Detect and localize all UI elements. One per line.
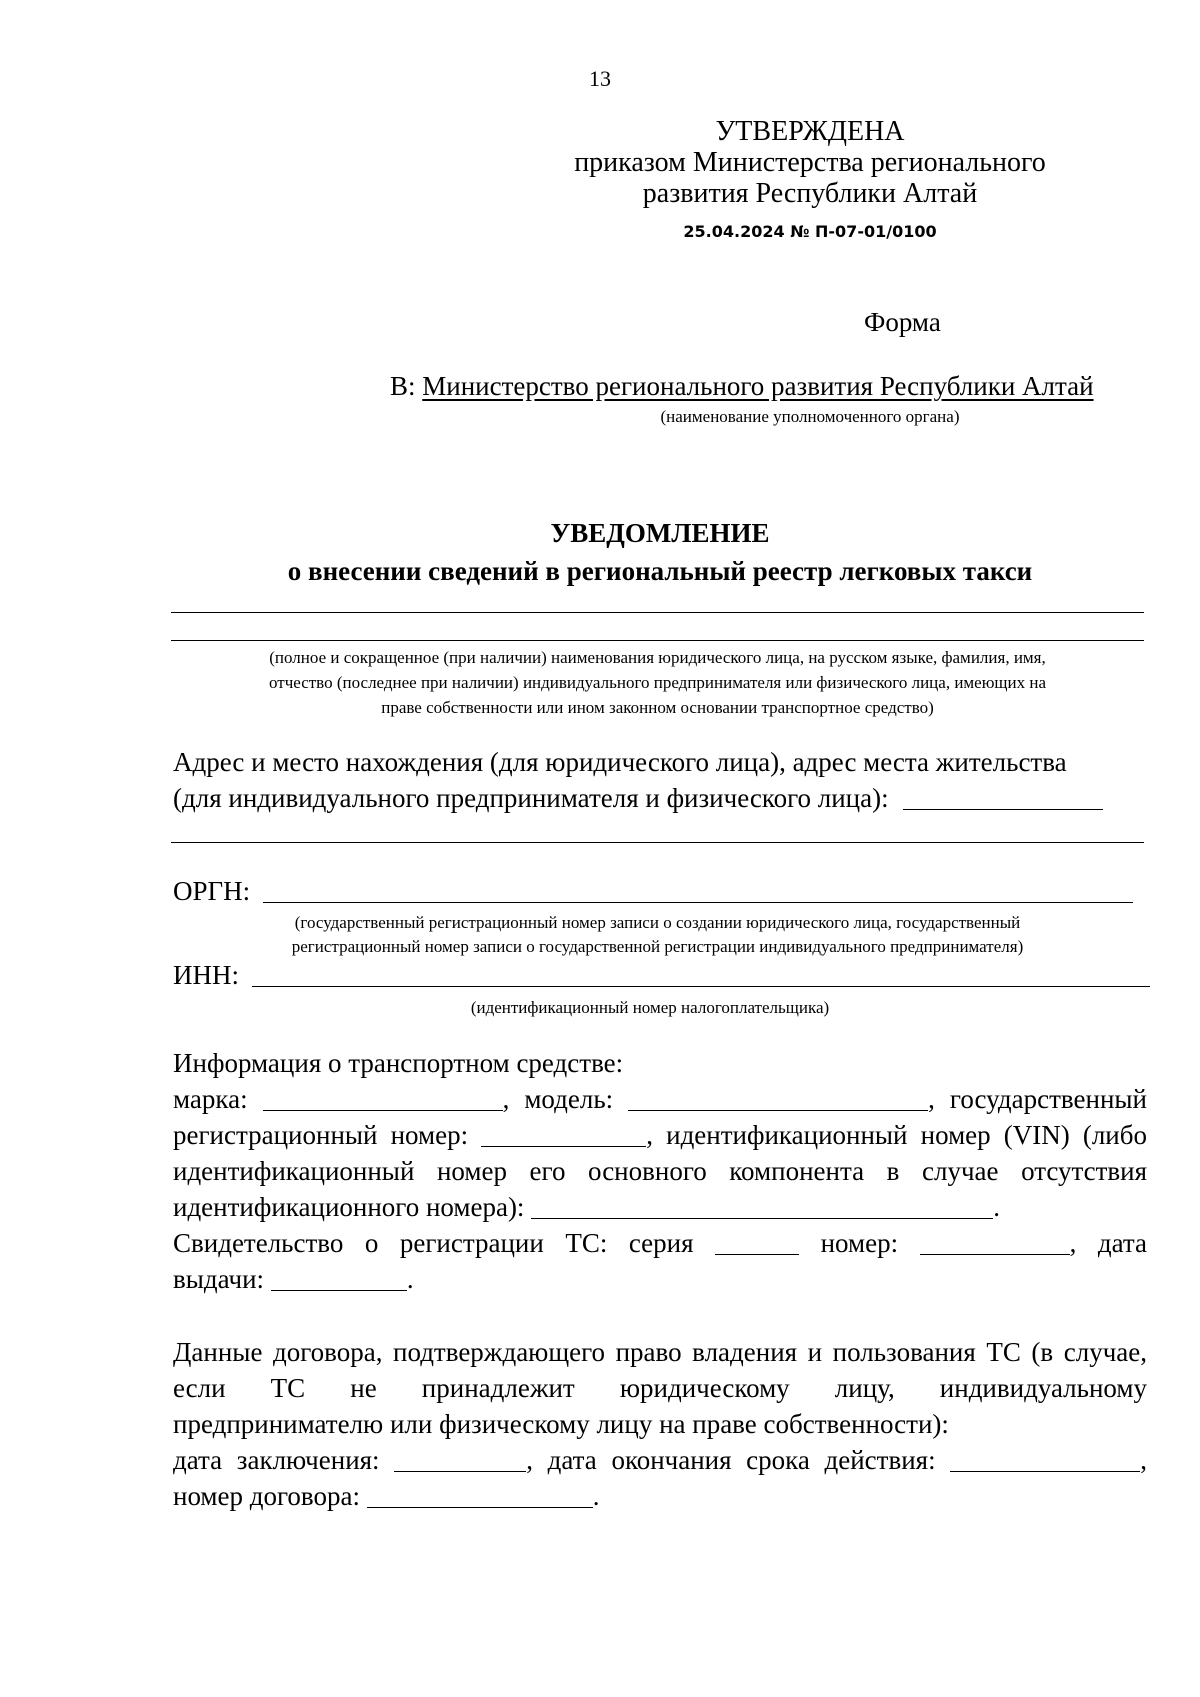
approval-order: приказом Министерства регионального: [574, 147, 1046, 178]
expiry-date-label: , дата окончания срока действия:: [526, 1445, 936, 1475]
contract-line-3: предпринимателю или физическому лицу на праве собственности):: [173, 1409, 949, 1439]
inn-row: [173, 960, 1150, 991]
reg-number-label: регистрационный номер:: [173, 1120, 469, 1150]
conclusion-date-field[interactable]: [394, 1447, 526, 1472]
ogrn-caption-line-1: (государственный регистрационный номер записи о создании юридического лица, государственный: [294, 913, 1021, 932]
recipient-line: [390, 371, 1094, 402]
approval-heading: УТВЕРЖДЕНА: [715, 116, 905, 147]
vin-label: , идентификационный номер (VIN) (либо: [646, 1120, 1147, 1150]
owner-caption-line-1: (полное и сокращенное (при наличии) наименования юридического лица, на русском языке, фамилия, имя,: [269, 648, 1046, 667]
owner-caption-line-3: праве собственности или ином законном основании транспортное средство): [381, 698, 934, 717]
vehicle-line-4: [173, 1192, 1000, 1223]
page-number: 13: [589, 66, 611, 91]
ogrn-field[interactable]: [263, 878, 1133, 903]
contract-line-1: Данные договора, подтверждающего право владения и пользования ТС (в случае,: [173, 1337, 1147, 1367]
issue-date-label: выдачи:: [173, 1264, 265, 1294]
issue-date-field[interactable]: [271, 1266, 407, 1291]
contract-number-label: номер договора:: [173, 1481, 360, 1511]
recipient-prefix: В:: [390, 371, 416, 401]
contract-dates-line: [173, 1445, 1147, 1476]
brand-field[interactable]: [263, 1086, 503, 1111]
expiry-date-comma: ,: [1140, 1445, 1148, 1475]
vehicle-line-2: [173, 1120, 1147, 1151]
address-line-2: [173, 783, 1103, 814]
owner-name-line-2: [171, 640, 1144, 641]
approval-date-number: 25.04.2024 № П-07-01/0100: [683, 222, 937, 241]
vehicle-heading: Информация о транспортном средстве:: [173, 1048, 624, 1078]
vehicle-line-3: идентификационный номер его основного компонента в случае отсутствия: [173, 1156, 1147, 1186]
owner-caption-line-2: отчество (последнее при наличии) индивидуального предпринимателя или физического лица, имеющих на: [268, 673, 1047, 692]
recipient-caption: (наименование уполномоченного органа): [660, 407, 960, 426]
document-subtitle: о внесении сведений в региональный реестр легковых такси: [287, 556, 1033, 586]
vin-period: .: [993, 1192, 1000, 1222]
address-line-1: Адрес и место нахождения (для юридического лица), адрес места жительства: [173, 747, 1067, 777]
contract-number-line: [173, 1481, 599, 1512]
vin-field[interactable]: [531, 1194, 993, 1219]
vehicle-line-1: [173, 1084, 1147, 1115]
conclusion-date-label: дата заключения:: [173, 1445, 380, 1475]
inn-field[interactable]: [252, 962, 1150, 987]
contract-number-field[interactable]: [367, 1483, 593, 1508]
form-label: Форма: [864, 307, 941, 337]
inn-caption: (идентификационный номер налогоплательщика): [470, 998, 830, 1017]
reg-number-field[interactable]: [481, 1122, 646, 1147]
model-field[interactable]: [628, 1086, 928, 1111]
certificate-series-field[interactable]: [715, 1230, 799, 1255]
model-label: , модель:: [502, 1084, 614, 1114]
ogrn-label: ОРГН:: [173, 876, 251, 906]
brand-label: марка:: [173, 1084, 248, 1114]
certificate-line: [173, 1228, 1147, 1259]
certificate-series-label: Свидетельство о регистрации ТС: серия: [173, 1228, 694, 1258]
expiry-date-field[interactable]: [950, 1447, 1140, 1472]
owner-name-line-1: [171, 612, 1144, 613]
vin-field-label: идентификационного номера):: [173, 1192, 525, 1222]
contract-number-period: .: [592, 1481, 600, 1511]
address-field[interactable]: [903, 785, 1103, 810]
certificate-date-label: , дата: [1069, 1228, 1147, 1258]
issue-date-period: .: [406, 1264, 414, 1294]
document-title: УВЕДОМЛЕНИЕ: [550, 518, 770, 548]
approval-ministry: развития Республики Алтай: [642, 178, 978, 209]
contract-line-2: если ТС не принадлежит юридическому лицу, индивидуальному: [173, 1373, 1147, 1403]
inn-label: ИНН:: [173, 960, 239, 990]
ogrn-row: [173, 876, 1133, 907]
certificate-number-label: номер:: [820, 1228, 899, 1258]
state-label: , государственный: [928, 1084, 1147, 1114]
issue-date-line: [173, 1264, 414, 1295]
address-label: (для индивидуального предпринимателя и физического лица):: [173, 783, 889, 813]
address-line-3: [171, 842, 1144, 843]
recipient-name: Министерство регионального развития Республики Алтай: [422, 371, 1094, 401]
ogrn-caption-line-2: регистрационный номер записи о государственной регистрации индивидуального предпринимателя): [291, 937, 1024, 956]
certificate-number-field[interactable]: [920, 1230, 1070, 1255]
